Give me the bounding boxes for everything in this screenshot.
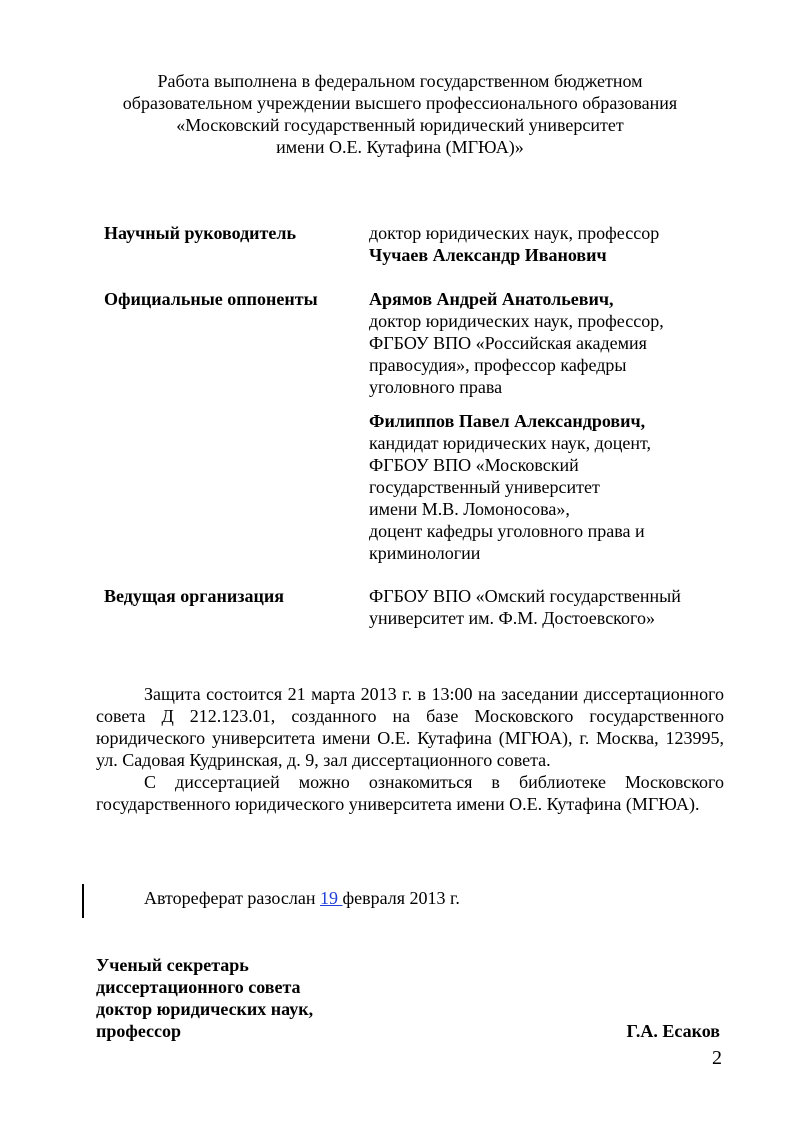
signature-line: Ученый секретарь [96,955,249,975]
opponent-second-line: криминологии [369,543,481,563]
opponent-second-line: государственный университет [369,477,600,497]
header-line: имени О.Е. Кутафина (МГЮА)» [276,137,524,157]
sent-line [144,887,460,909]
opponent-second-line: доцент кафедры уголовного права и [369,521,645,541]
opponent-second-line: имени М.В. Ломоносова», [369,499,570,519]
supervisor-name: Чучаев Александр Иванович [369,245,607,265]
library-paragraph: С диссертацией можно ознакомиться в библиотеке Московского государственного юридического университета имени О.Е. Кутафина (МГЮА). [96,772,724,814]
signature-block [96,954,313,1042]
defense-section [96,683,724,815]
opponent-first-line: уголовного права [369,377,503,397]
opponent-second-block [369,410,749,564]
signature-line: доктор юридических наук, [96,999,314,1019]
opponent-first-line: доктор юридических наук, профессор, [369,311,664,331]
change-bar [82,884,84,918]
opponent-second-name: Филиппов Павел Александрович, [369,411,646,431]
supervisor-label: Научный руководитель [104,223,296,243]
signer-name: Г.А. Есаков [626,1021,720,1041]
header-line: «Московский государственный юридический университет [176,115,624,135]
header-line: образовательном учреждении высшего профессионального образования [122,93,678,113]
opponent-first-line: ФГБОУ ВПО «Российская академия [369,333,647,353]
header-line: Работа выполнена в федеральном государственном бюджетном [157,71,643,91]
page-number: 2 [712,1047,722,1069]
document-header [60,70,740,158]
signature-line: профессор [96,1021,182,1041]
sent-suffix: февраля 2013 г. [342,888,460,908]
signature-line: диссертационного совета [96,977,301,997]
sent-prefix: Автореферат разослан [144,888,320,908]
supervisor-degree: доктор юридических наук, профессор [369,223,660,243]
leading-org-block [369,585,749,629]
opponent-second-line: кандидат юридических наук, доцент, [369,433,652,453]
leading-org-line: ФГБОУ ВПО «Омский государственный [369,586,681,606]
opponent-first-line: правосудия», профессор кафедры [369,355,627,375]
opponent-first-name: Арямов Андрей Анатольевич, [369,289,614,309]
leading-org-label: Ведущая организация [104,586,284,606]
opponent-first-block [369,288,749,398]
sent-day-link[interactable]: 19 [319,888,343,908]
opponent-second-line: ФГБОУ ВПО «Московский [369,455,579,475]
supervisor-block [369,222,749,266]
defense-paragraph: Защита состоится 21 марта 2013 г. в 13:00 на заседании диссертационного совета Д 212.123.01, созданного на базе Московского государственного юридического университета имени О.Е. Кутафина (МГЮА), г. Москва, 123995, ул. Садовая Кудринская, д. 9, зал диссертационного совета. [96,684,724,770]
leading-org-line: университет им. Ф.М. Достоевского» [369,608,655,628]
opponents-label: Официальные оппоненты [104,289,318,309]
